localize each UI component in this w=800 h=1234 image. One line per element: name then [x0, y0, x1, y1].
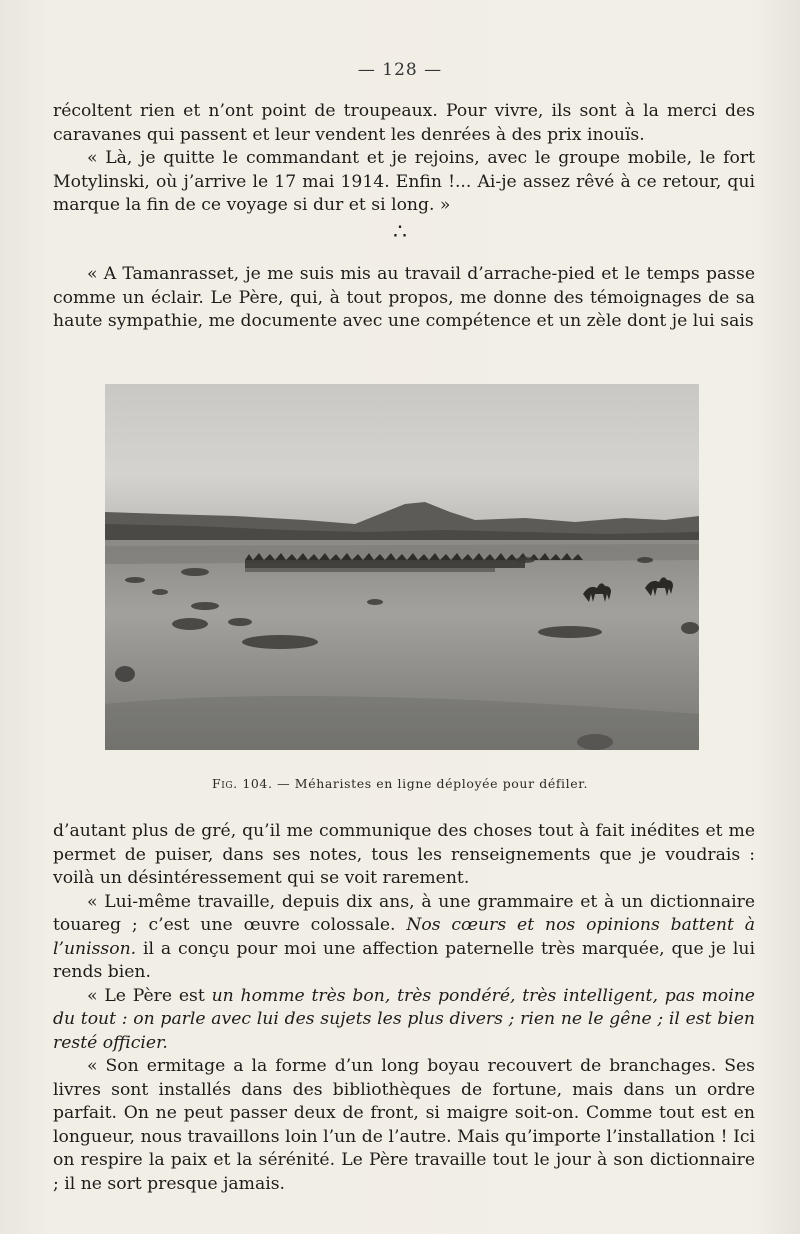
paragraph-5-a: « Lui-même travaille, depuis dix ans, à une grammaire et à un dictionnaire touareg ; c’est une œuvre colossale.	[53, 891, 755, 935]
paragraph-4: d’autant plus de gré, qu’il me communique des choses tout à fait inédites et me permet de puiser, dans ses notes, tous les renseignements que je voudrais : voilà un désintéressement qui se voit rarement.	[53, 821, 755, 888]
paragraph-2: « Là, je quitte le commandant et je rejoins, avec le groupe mobile, le fort Motylinski, où j’arrive le 17 mai 1914. Enfin !... Ai-je assez rêvé à ce retour, qui marque la fin de ce voyage si dur et si long. »	[53, 148, 755, 215]
figure-caption	[0, 776, 800, 791]
paragraph-7: « Son ermitage a la forme d’un long boyau recouvert de branchages. Ses livres sont installés dans des bibliothèques de fortune, mais dans un ordre parfait. On ne peut passer deux de front, si maigre soit-on. Comme tout est en longueur, nous travaillons loin l’un de l’autre. Mais qu’importe l’installation ! Ici on respire la paix et la sérénité. Le Père travaille tout le jour à son dictionnaire ; il ne sort presque jamais.	[53, 1056, 755, 1194]
paragraph-3: « A Tamanrasset, je me suis mis au travail d’arrache-pied et le temps passe comme un éclair. Le Père, qui, à tout propos, me donne des témoignages de sa haute sympathie, me documente avec une compétence et un zèle dont je lui sais	[53, 264, 755, 331]
middle-text-block	[53, 263, 755, 334]
figure-caption-label: Fig. 104.	[211, 776, 273, 791]
figure-caption-text: — Méharistes en ligne déployée pour défiler.	[272, 776, 589, 791]
paragraph-6-italic: un homme très bon, très pondéré, très intelligent, pas moine du tout : on parle avec lui des sujets les plus divers ; rien ne le gêne ; il est bien resté officier.	[53, 985, 755, 1053]
paragraph-6-a: « Le Père est	[87, 985, 212, 1006]
figure-photo-camel-riders	[105, 384, 699, 750]
paragraph-6	[53, 985, 755, 1056]
paragraph-5-b: il a conçu pour moi une affection paternelle très marquée, que je lui rends bien.	[53, 938, 755, 982]
section-ornament: ∴	[393, 220, 407, 245]
bottom-text-block	[53, 820, 755, 1196]
page-number: — 128 —	[357, 60, 443, 80]
top-text-block	[53, 100, 755, 218]
paragraph-1: récoltent rien et n’ont point de troupeaux. Pour vivre, ils sont à la merci des caravanes qui passent et leur vendent les denrées à des prix inouïs.	[53, 101, 755, 145]
paragraph-5	[53, 891, 755, 985]
paragraph-5-italic: Nos cœurs et nos opinions battent à l’unisson.	[53, 915, 755, 959]
